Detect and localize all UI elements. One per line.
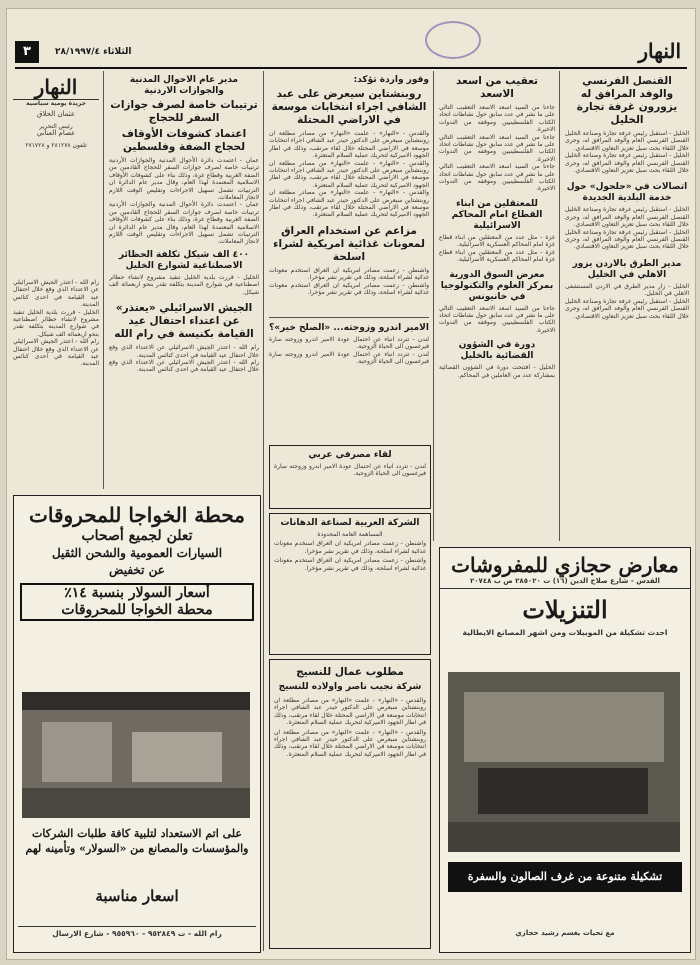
center-column	[269, 73, 429, 313]
article-headline: معرض السوق الدورية بمركز العلوم والتكنولوجيا في خانيونس	[440, 269, 554, 302]
article-body: والقدس - «النهار» - علمت «النهار» من مصادر مطلعة ان روبنشتاين سيعرض على الدكتور حيدر عبد الشافي اجراء انتخابات موسعة في الاراضي المحتلة خلال لقاء مرتقب، وذلك في اطار الجهود الاميركية لتحريك عملية السلام المتعثرة.	[269, 159, 429, 189]
article-body: واشنطن - زعمت مصادر امريكية ان العراق استخدم معونات غذائية لشراء اسلحة، وذلك في تقرير نشر مؤخرا.	[269, 281, 429, 297]
ad-highlight-box	[20, 583, 254, 621]
page-number: ٣	[15, 41, 39, 63]
ad-line: السيارات العمومية والشحن الثقيل	[51, 546, 223, 560]
article-body: جاءنا من السيد اسعد الاسعد التعقيب التالي على ما نشر في عدد سابق حول نشاطات اتحاد الكتاب الفلسطينيين وموقفه من الندوات الاخيرة.	[439, 163, 555, 193]
notice-body: والقدس - «النهار» - علمت «النهار» من مصادر مطلعة ان روبنشتاين سيعرض على الدكتور حيدر عبد الشافي اجراء انتخابات موسعة في الاراضي المحتلة خلال لقاء مرتقب، وذلك في اطار الجهود الاميركية لتحريك عملية السلام المتعثرة.	[274, 697, 426, 727]
info-box-name: النهار	[13, 75, 99, 100]
article-headline: مدير الطرق بالاردن يزور الاهلي في الخليل	[572, 258, 682, 280]
ad-footer: مع تحيات يغسم رشيد حجازي	[515, 929, 615, 937]
article-body: لندن - تتردد انباء عن احتمال عودة الامير اندرو وزوجته سارة فيرغسون الى الحياة الزوجية.	[269, 336, 429, 351]
divider	[263, 71, 264, 951]
notice-title: مطلوب عمال للنسيج	[296, 666, 404, 678]
article-body: رام الله - اعتذر الجيش الاسرائيلي عن الاعتداء الذي وقع خلال احتفال عيد القيامة في احدى كنائس المدينة.	[109, 358, 259, 374]
ad-line: محطة الخواجا للمحروقات	[61, 602, 213, 618]
article-headline: دورة في الشؤون القضائية بالخليل	[458, 340, 536, 362]
article-body: الخليل - استقبل رئيس غرفة تجارة وصناعة الخليل القنصل الفرنسي العام والوفد المرافق له، وجرى خلال اللقاء بحث سبل تعزيز التعاون الاقتصادي.	[565, 297, 689, 320]
issue-date: الثلاثاء ٢٨/١٩٩٧/٤	[55, 47, 132, 57]
article-headline: للمعتقلين من ابناء القطاع امام المحاكم الاسرائيلية	[451, 198, 543, 231]
divider	[103, 71, 104, 489]
bank-meeting-notice	[269, 445, 431, 509]
furniture-ad	[439, 547, 691, 953]
article-body: عمان - اعتمدت دائرة الأحوال المدنية والجوازات الأردنية ترتيبات خاصة لصرف جوازات السفر للحجاج القادمين من الضفة الغربية وقطاع غزة، وذلك بناء على كشوفات الأوقاف الاسلامية المعتمدة لهذا العام، وقال مدير عام الدائرة ان الترتيبات تشمل تسهيل الاجراءات وتقليص الوقت اللازم لانجاز المعاملات.	[109, 201, 259, 246]
article-body: الخليل - زار مدير الطرق في الاردن المستشفى الاهلي في الخليل.	[565, 282, 689, 298]
notice-title: لقاء مصرفي عربي	[308, 450, 392, 460]
article-body: جاءنا من السيد اسعد الاسعد التعقيب التالي على ما نشر في عدد سابق حول نشاطات اتحاد الكتاب الفلسطينيين وموقفه من الندوات الاخيرة.	[439, 304, 555, 334]
left-column	[109, 73, 259, 487]
article-headline: مدير عام الاحوال المدنية والجوازات الاردنية	[129, 75, 239, 96]
info-box-tagline: جريدة يومية سياسية	[26, 100, 86, 107]
ad-caption: احدث تشكيلة من الموبيلات ومن اشهر المصانع الايطالية	[462, 628, 668, 638]
newspaper-page	[6, 8, 696, 960]
article-body: والقدس - «النهار» - علمت «النهار» من مصادر مطلعة ان روبنشتاين سيعرض على الدكتور حيدر عبد الشافي اجراء انتخابات موسعة في الاراضي المحتلة خلال لقاء مرتقب، وذلك في اطار الجهود الاميركية لتحريك عملية السلام المتعثرة.	[269, 189, 429, 219]
furniture-photo	[448, 672, 680, 852]
ad-title: معارض حجازي للمفروشات	[451, 553, 679, 577]
notice-body: والقدس - «النهار» - علمت «النهار» من مصادر مطلعة ان روبنشتاين سيعرض على الدكتور حيدر عبد الشافي اجراء انتخابات موسعة في الاراضي المحتلة خلال لقاء مرتقب، وذلك في اطار الجهود الاميركية لتحريك عملية السلام المتعثرة.	[274, 728, 426, 758]
notice-title: الشركة العربية لصناعة الدهانات	[280, 518, 420, 528]
article-body: والقدس - «النهار» - علمت «النهار» من مصادر مطلعة ان روبنشتاين سيعرض على الدكتور حيدر عبد الشافي اجراء انتخابات موسعة في الاراضي المحتلة خلال لقاء مرتقب، وذلك في اطار الجهود الاميركية لتحريك عملية السلام المتعثرة.	[269, 130, 429, 160]
article-headline: تعقيب من اسعد الاسعد	[455, 75, 538, 100]
notice-subtitle: شركة نجيب ناصر واولاده للنسيج	[278, 682, 422, 692]
article-body: الخليل - استقبل رئيس غرفة تجارة وصناعة الخليل القنصل الفرنسي العام والوفد المرافق له، وجرى خلال اللقاء بحث سبل تعزيز التعاون الاقتصادي.	[565, 130, 689, 152]
article-body: الخليل - استقبل رئيس غرفة تجارة وصناعة الخليل القنصل الفرنسي العام والوفد المرافق له، وجرى خلال اللقاء بحث سبل تعزيز التعاون الاقتصادي.	[565, 152, 689, 175]
ad-title: محطة الخواجا للمحروقات	[29, 503, 245, 527]
article-body: عمان - اعتمدت دائرة الأحوال المدنية والجوازات الأردنية ترتيبات خاصة لصرف جوازات السفر للحجاج القادمين من الضفة الغربية وقطاع غزة، وذلك بناء على كشوفات الأوقاف الاسلامية المعتمدة لهذا العام، وقال مدير عام الدائرة ان الترتيبات تشمل تسهيل الاجراءات وتقليص الوقت اللازم لانجاز المعاملات.	[109, 157, 259, 202]
article-headline: القنصل الفرنسي والوفد المرافق له يزورون غرفة تجارة الخليل	[576, 75, 678, 126]
far-right-column	[565, 73, 689, 539]
ad-line: تعلن لجميع أصحاب	[81, 528, 193, 544]
divider	[433, 71, 434, 541]
notice-body: واشنطن - زعمت مصادر امريكية ان العراق استخدم معونات غذائية لشراء اسلحة، وذلك في تقرير نشر مؤخرا.	[274, 557, 426, 572]
fuel-station-ad	[13, 495, 261, 953]
article-body: غزة - مثل عدد من المعتقلين من ابناء قطاع غزة امام المحاكم العسكرية الاسرائيلية.	[439, 233, 555, 249]
ad-footer: على اتم الاستعداد لتلبية كافة طلبات الشركات والمؤسسات والمصانع من «السولار» وتأمينه لهم	[25, 827, 249, 855]
article-kicker: وقور واردة تؤكد:	[353, 75, 429, 85]
article-headline: اتصالات في «حلحول» حول خدمة البلدية الجديدة	[566, 182, 688, 204]
company-notice	[269, 513, 431, 655]
right-column	[439, 73, 555, 539]
page-header	[15, 37, 687, 69]
ad-footer-price: اسعار مناسبة	[95, 887, 179, 905]
article-headline: مزاعم عن استخدام العراق لمعونات غذائية امريكية لشراء اسلحة	[273, 224, 425, 263]
article-body: رام الله - اعتذر الجيش الاسرائيلي عن الاعتداء الذي وقع خلال احتفال عيد القيامة في احدى كنائس المدينة.	[109, 344, 259, 359]
article-headline: روبنشتاين سيعرض على عبد الشافي اجراء انتخابات موسعة في الاراضي المحتلة	[271, 88, 427, 126]
masthead: النهار	[638, 39, 681, 63]
article-body: الخليل - افتتحت دورة في الشؤون القضائية بمشاركة عدد من العاملين في المحاكم.	[439, 364, 555, 379]
notice-subtitle: المساهمة العامة المحدودة	[317, 531, 383, 538]
article-headline: ترتيبات خاصة لصرف جوازات السفر للحجاج	[110, 99, 258, 124]
notice-body: واشنطن - زعمت مصادر امريكية ان العراق استخدم معونات غذائية لشراء اسلحة، وذلك في تقرير نشر مؤخرا.	[274, 540, 426, 555]
article-body: لندن - تتردد انباء عن احتمال عودة الامير اندرو وزوجته سارة فيرغسون الى الحياة الزوجية.	[269, 350, 429, 366]
divider	[559, 71, 560, 541]
article-body: الخليل - قررت بلدية الخليل تنفيذ مشروع لانشاء حظائر اصطناعية في شوارع المدينة بتكلفة تقدر بنحو اربعمائة الف شيكل.	[13, 308, 99, 338]
article-body: الخليل - قررت بلدية الخليل تنفيذ مشروع لانشاء حظائر اصطناعية في شوارع المدينة بتكلفة تقدر بنحو اربعمائة الف شيكل.	[109, 273, 259, 296]
article-body: الخليل - استقبل رئيس غرفة تجارة وصناعة الخليل القنصل الفرنسي العام والوفد المرافق له، وجرى خلال اللقاء بحث سبل تعزيز التعاون الاقتصادي.	[565, 206, 689, 229]
ad-sale: التنزيلات	[522, 595, 608, 625]
article-body: واشنطن - زعمت مصادر امريكية ان العراق استخدم معونات غذائية لشراء اسلحة، وذلك في تقرير نشر مؤخرا.	[269, 266, 429, 282]
article-body: رام الله - اعتذر الجيش الاسرائيلي عن الاعتداء الذي وقع خلال احتفال عيد القيامة في احدى كنائس المدينة.	[13, 279, 99, 309]
station-photo	[22, 692, 250, 818]
ad-contact: رام الله - ت ٩٥٢٨٤٩ - ٩٥٥٩٦٠ - شارع الارسال	[18, 926, 256, 937]
jobs-notice	[269, 659, 431, 949]
article-headline: الجيش الاسرائيلي «يعتذر» عن اعتداء احتفال عيد القيامة بكنيسة في رام الله	[114, 302, 254, 341]
article-headline: ٤٠٠ الف شيكل تكلفة الحظائر الاصطناعية لشوارع الخليل	[118, 249, 250, 271]
info-box-editor-label: رئيس التحرير	[39, 122, 73, 130]
article-body: رام الله - اعتذر الجيش الاسرائيلي عن الاعتداء الذي وقع خلال احتفال عيد القيامة في احدى كنائس المدينة.	[13, 338, 99, 368]
info-box	[13, 75, 99, 275]
notice-body: لندن - تتردد انباء عن احتمال عودة الامير اندرو وزوجته سارة فيرغسون الى الحياة الزوجية.	[274, 463, 426, 478]
ad-line: عن تخفيض	[109, 563, 165, 577]
article-body: جاءنا من السيد اسعد الاسعد التعقيب التالي على ما نشر في عدد سابق حول نشاطات اتحاد الكتاب الفلسطينيين وموقفه من الندوات الاخيرة.	[439, 104, 555, 134]
info-box-owner: عثمان الحلاق	[36, 110, 76, 119]
info-box-editor: عصام العناني	[36, 129, 76, 138]
article-body: غزة - مثل عدد من المعتقلين من ابناء قطاع غزة امام المحاكم العسكرية الاسرائيلية.	[439, 248, 555, 264]
divider	[269, 317, 429, 318]
ad-address: القدس - شارع صلاح الدين (١٦) ت ٢٨٥٠٢٠ ص ب ٢٠٧٤٨	[440, 578, 690, 589]
article-body: جاءنا من السيد اسعد الاسعد التعقيب التالي على ما نشر في عدد سابق حول نشاطات اتحاد الكتاب الفلسطينيين وموقفه من الندوات الاخيرة.	[439, 133, 555, 163]
center-column-lower	[269, 321, 429, 441]
info-box-phone: تلفون ٢٨١٢٧٨ و ٢٧١٧٢٨	[25, 141, 87, 149]
article-headline: اعتماد كشوفات الأوقاف لحجاج الضفة وفلسطين	[121, 128, 247, 153]
ad-banner: تشكيلة متنوعة من غرف الصالون والسفرة	[448, 862, 682, 892]
left-small-column	[13, 279, 99, 485]
ad-line: أسعار السولار بنسبة ١٤٪	[64, 585, 210, 601]
article-body: الخليل - استقبل رئيس غرفة تجارة وصناعة الخليل القنصل الفرنسي العام والوفد المرافق له، وجرى خلال اللقاء بحث سبل تعزيز التعاون الاقتصادي.	[565, 228, 689, 251]
article-headline: الامير اندرو وزوجته... «الصلح خير»؟	[269, 323, 429, 333]
